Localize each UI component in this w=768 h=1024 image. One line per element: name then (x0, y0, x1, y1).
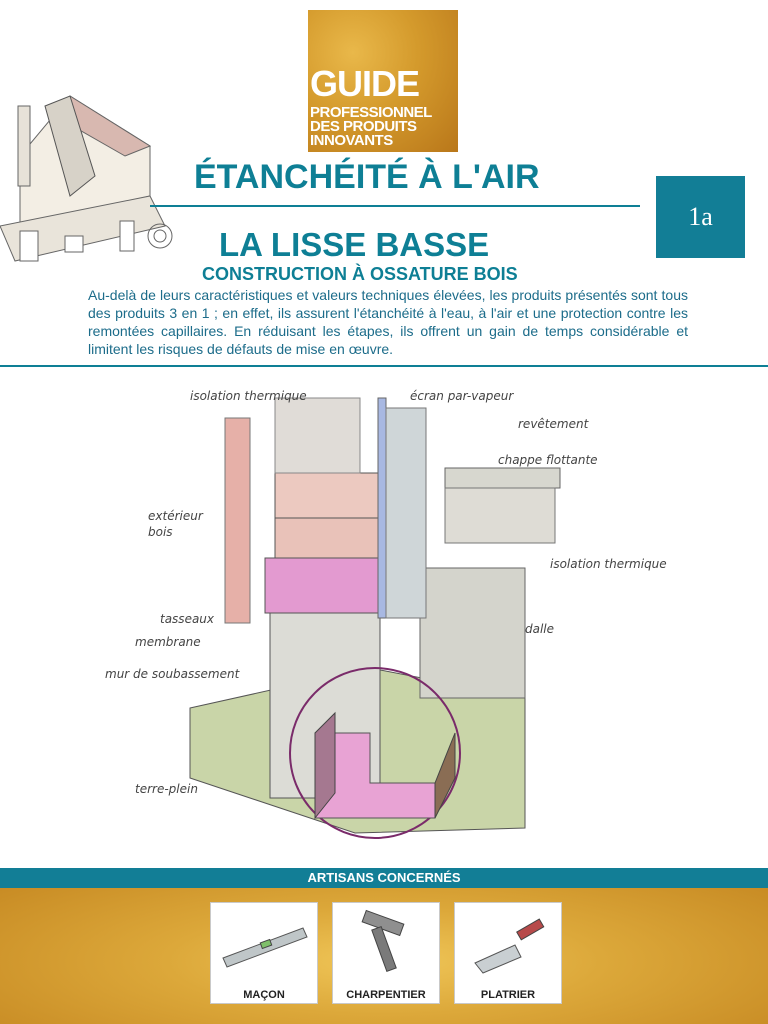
artisans-title: ARTISANS CONCERNÉS (0, 868, 768, 888)
intro-paragraph: Au-delà de leurs caractéristiques et valeurs techniques élevées, les produits présentés sont tous des produits 3 en 1 ; en effet, ils assurent l'étanchéité à l'eau, à l'air et une protection contre les remontées capillaires. En réduisant les étapes, ils offrent un gain de temps considérable et limitent les risques de défauts de mise en œuvre. (88, 287, 688, 357)
artisan-card-macon (210, 902, 318, 1004)
label-membrane: membrane (135, 635, 201, 649)
label-chappe: chappe flottante (498, 453, 598, 467)
level-icon (211, 903, 317, 981)
logo-line2: DES PRODUITS (310, 118, 417, 135)
artisan-label-charpentier: CHARPENTIER (346, 989, 426, 1001)
logo-line1: PROFESSIONNEL (310, 104, 432, 121)
artisan-card-platrier (454, 902, 562, 1004)
artisan-label-platrier: PLATRIER (480, 989, 536, 1001)
label-exterieur-1: extérieur (148, 509, 203, 523)
label-mur: mur de soubassement (105, 667, 240, 681)
label-exterieur-2: bois (148, 525, 173, 539)
page-title: ÉTANCHÉITÉ À L'AIR (194, 158, 540, 196)
title-divider (150, 205, 640, 207)
logo-line3: INNOVANTS (310, 132, 393, 149)
construction-diagram (90, 378, 690, 858)
artisan-label-macon: MAÇON (243, 989, 285, 1001)
artisan-card-charpentier (332, 902, 440, 1004)
page-badge: 1a (656, 176, 745, 258)
label-terre-plein: terre-plein (135, 782, 198, 796)
guide-logo (308, 10, 458, 152)
label-revetement: revêtement (518, 417, 589, 431)
label-isolation-right: isolation thermique (550, 557, 667, 571)
label-isolation-top: isolation thermique (190, 389, 307, 403)
trowel-icon (455, 903, 561, 981)
label-dalle: dalle (525, 622, 555, 636)
section-divider (0, 365, 768, 367)
section-title: LA LISSE BASSE (219, 226, 490, 263)
house-illustration (0, 76, 190, 301)
label-tasseaux: tasseaux (160, 612, 215, 626)
section-subtitle: CONSTRUCTION À OSSATURE BOIS (202, 264, 518, 284)
label-ecran: écran par-vapeur (410, 389, 514, 403)
logo-word: GUIDE (310, 63, 420, 104)
hammer-icon (333, 903, 439, 981)
